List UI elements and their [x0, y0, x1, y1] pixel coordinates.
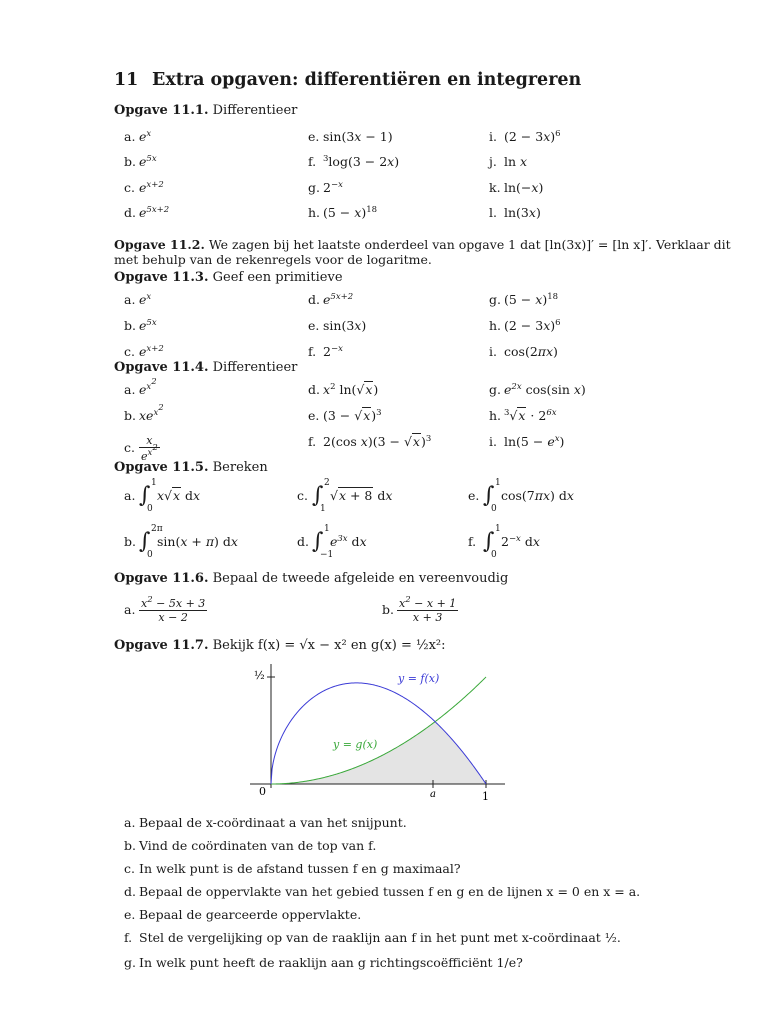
function-graph	[240, 660, 520, 810]
item-expression: In welk punt is de afstand tussen f en g maximaal?	[139, 861, 461, 876]
ex1-item	[124, 129, 151, 144]
item-label: l.	[489, 205, 497, 220]
exercise-11-3-heading: Opgave 11.3. Geef een primitieve	[114, 270, 343, 285]
ex6-item	[124, 597, 207, 624]
item-expression: $e^{x^2}$	[139, 377, 157, 397]
item-expression: ∫ 1 0 cos(7πx) dx	[483, 478, 574, 514]
exercise-11-4-heading: Opgave 11.4. Differentieer	[114, 360, 298, 375]
ex3-item	[308, 292, 353, 307]
item-expression: $e^x$	[139, 292, 152, 307]
item-expression: $\frac{x^2 - 5x + 3}{x - 2}$	[141, 595, 206, 624]
item-expression: sin(3x − 1)	[323, 129, 393, 144]
x-tick-label-a: a	[430, 789, 436, 800]
item-expression: ∫ 2 1 √x + 8 dx	[312, 478, 393, 514]
item-expression: ∫ 1 −1 $e^{3x}$ dx	[312, 524, 367, 560]
ex4-item	[124, 434, 160, 463]
item-label: a.	[124, 292, 136, 307]
ex1-item	[124, 180, 164, 195]
ex1-item	[308, 129, 393, 144]
item-label: e.	[468, 487, 480, 503]
ex5-item	[124, 524, 238, 560]
item-label: a.	[124, 487, 136, 503]
exercise-11-5-heading: Opgave 11.5. Bereken	[114, 460, 268, 475]
item-expression: $^3√x \cdot 2^{6x}$	[504, 408, 557, 423]
ex4-item	[489, 408, 557, 423]
item-label: f.	[308, 344, 317, 359]
ex4-item	[124, 377, 157, 397]
ex1-item	[489, 154, 527, 169]
item-label: b.	[124, 838, 136, 853]
item-label: h.	[489, 408, 502, 423]
ex4-item	[308, 434, 431, 449]
ex7-item	[124, 955, 523, 970]
exercise-11-7-heading: Opgave 11.7. Bekijk f(x) = √x − x² en g(x) = ½x²:	[114, 638, 446, 653]
item-label: a.	[124, 382, 136, 397]
ex1-item	[308, 205, 377, 220]
item-expression: $(5 - x)^{18}$	[504, 292, 559, 307]
section-title: 11 Extra opgaven: differentiëren en integreren	[114, 70, 582, 90]
ex5-item	[297, 478, 393, 514]
ex1-item	[124, 205, 169, 220]
item-label: d.	[124, 884, 136, 899]
item-expression: $e^{5x}$	[139, 318, 157, 333]
ex4-item	[124, 403, 164, 423]
exercise-11-6-heading: Opgave 11.6. Bepaal de tweede afgeleide en vereenvoudig	[114, 571, 509, 586]
ex1-item	[489, 205, 541, 220]
item-expression: sin(3x)	[323, 318, 367, 333]
item-expression: $e^x$	[139, 129, 152, 144]
item-label: e.	[124, 907, 136, 922]
item-expression: $xe^{x^2}$	[139, 403, 164, 423]
item-expression: $e^{2x}$ cos(sin x)	[504, 382, 586, 397]
item-label: g.	[489, 292, 501, 307]
item-label: a.	[124, 129, 136, 144]
ex7-item	[124, 930, 621, 945]
item-expression: In welk punt heeft de raaklijn aan g richtingscoëfficiënt 1/e?	[139, 955, 523, 970]
ex4-item	[489, 434, 564, 449]
ex1-item	[489, 129, 561, 144]
origin-label: 0	[259, 785, 266, 798]
item-expression: $e^{x+2}$	[139, 180, 164, 195]
ex5-item	[468, 478, 574, 514]
item-label: b.	[124, 318, 136, 333]
item-label: a.	[124, 815, 136, 830]
item-label: f.	[308, 434, 317, 449]
item-expression: ln(3x)	[504, 205, 541, 220]
item-label: d.	[297, 533, 309, 549]
exercise-11-1-heading: Opgave 11.1. Differentieer	[114, 103, 298, 118]
item-expression: Bepaal de oppervlakte van het gebied tussen f en g en de lijnen x = 0 en x = a.	[139, 884, 641, 899]
item-label: k.	[489, 180, 501, 195]
item-expression: $e^{5x+2}$	[139, 205, 170, 220]
item-expression: $(2 - 3x)^6$	[504, 318, 561, 333]
ex5-item	[297, 524, 367, 560]
item-expression: $\frac{x^2 - x + 1}{x + 3}$	[399, 595, 457, 624]
item-expression: $(3 - √x)^3$	[323, 408, 382, 423]
item-expression: cos(2πx)	[504, 344, 558, 359]
ex4-item	[308, 408, 382, 423]
item-expression: $2^{-x}$	[323, 180, 343, 195]
ex5-item	[468, 524, 540, 560]
item-label: h.	[489, 318, 502, 333]
ex7-item	[124, 861, 461, 876]
f-curve-label: y = f(x)	[398, 672, 440, 685]
item-label: f.	[124, 930, 133, 945]
item-label: b.	[382, 602, 394, 617]
item-label: c.	[124, 344, 135, 359]
ex7-item	[124, 907, 361, 922]
item-expression: $e^{x+2}$	[139, 344, 164, 359]
ex1-item	[124, 154, 157, 169]
ex3-item	[124, 344, 164, 359]
item-expression: $e^{5x+2}$	[323, 292, 354, 307]
item-expression: ln(−x)	[504, 180, 544, 195]
item-label: j.	[489, 154, 497, 169]
ex1-item	[489, 180, 543, 195]
item-label: i.	[489, 344, 497, 359]
shaded-region	[271, 722, 486, 784]
ex3-item	[489, 318, 561, 333]
item-expression: Vind de coördinaten van de top van f.	[139, 838, 377, 853]
item-expression: $\frac{x}{e^{x^2}}$	[141, 434, 158, 463]
ex3-item	[308, 344, 343, 359]
item-label: g.	[489, 382, 501, 397]
item-expression: Bepaal de gearceerde oppervlakte.	[139, 907, 362, 922]
item-label: g.	[308, 180, 320, 195]
item-expression: Bepaal de x-coördinaat a van het snijpunt.	[139, 815, 407, 830]
item-label: b.	[124, 408, 136, 423]
ex3-item	[489, 292, 558, 307]
item-label: c.	[297, 487, 308, 503]
item-label: h.	[308, 205, 321, 220]
item-expression: Stel de vergelijking op van de raaklijn aan f in het punt met x-coördinaat ½.	[139, 930, 621, 945]
item-label: f.	[468, 533, 477, 549]
ex7-item	[124, 838, 376, 853]
item-label: i.	[489, 129, 497, 144]
item-label: d.	[124, 205, 136, 220]
item-expression: $e^{5x}$	[139, 154, 157, 169]
item-label: c.	[124, 861, 135, 876]
ex1-item	[308, 180, 343, 195]
ex7-item	[124, 815, 407, 830]
item-expression: $x^2$ ln(√x)	[323, 382, 379, 397]
item-expression: 2(cos $x)(3 - √x)^3$	[323, 434, 432, 449]
item-label: b.	[124, 154, 136, 169]
ex4-item	[489, 382, 586, 397]
ex7-item	[124, 884, 640, 899]
ex3-item	[308, 318, 366, 333]
item-label: e.	[308, 318, 320, 333]
item-expression: $2^{-x}$	[323, 344, 343, 359]
ex3-item	[124, 292, 151, 307]
ex3-item	[124, 318, 157, 333]
item-expression: ∫ 1 0 x√x dx	[139, 478, 201, 514]
y-tick-label: ½	[254, 669, 265, 682]
item-label: i.	[489, 434, 497, 449]
ex4-item	[308, 382, 378, 397]
item-expression: $(2 - 3x)^6$	[504, 129, 561, 144]
exercise-11-2: Opgave 11.2. We zagen bij het laatste onderdeel van opgave 1 dat [ln(3x)]′ = [ln x]′. Verklaar dit met behulp van de rekenregels voor de logaritme.	[114, 237, 731, 267]
item-label: c.	[124, 440, 135, 455]
item-expression: $^3$log(3 − 2x)	[323, 154, 400, 169]
item-expression: ∫ 2π 0 sin(x + π) dx	[139, 524, 238, 560]
item-label: a.	[124, 602, 136, 617]
item-label: c.	[124, 180, 135, 195]
item-expression: ∫ 1 0 $2^{-x}$ dx	[483, 524, 540, 560]
g-curve-label: y = g(x)	[333, 738, 378, 751]
item-label: d.	[308, 382, 320, 397]
x-tick-label-1: 1	[482, 790, 489, 803]
ex6-item	[382, 597, 458, 624]
item-label: e.	[308, 408, 320, 423]
ex3-item	[489, 344, 558, 359]
item-label: d.	[308, 292, 320, 307]
ex5-item	[124, 478, 201, 514]
item-expression: $\ln(5 - e^x)$	[504, 434, 565, 449]
item-expression: $(5 - x)^{18}$	[323, 205, 378, 220]
item-label: g.	[124, 955, 136, 970]
item-label: e.	[308, 129, 320, 144]
item-label: f.	[308, 154, 317, 169]
ex1-item	[308, 154, 399, 169]
item-expression: ln x	[504, 154, 528, 169]
item-label: b.	[124, 533, 136, 549]
